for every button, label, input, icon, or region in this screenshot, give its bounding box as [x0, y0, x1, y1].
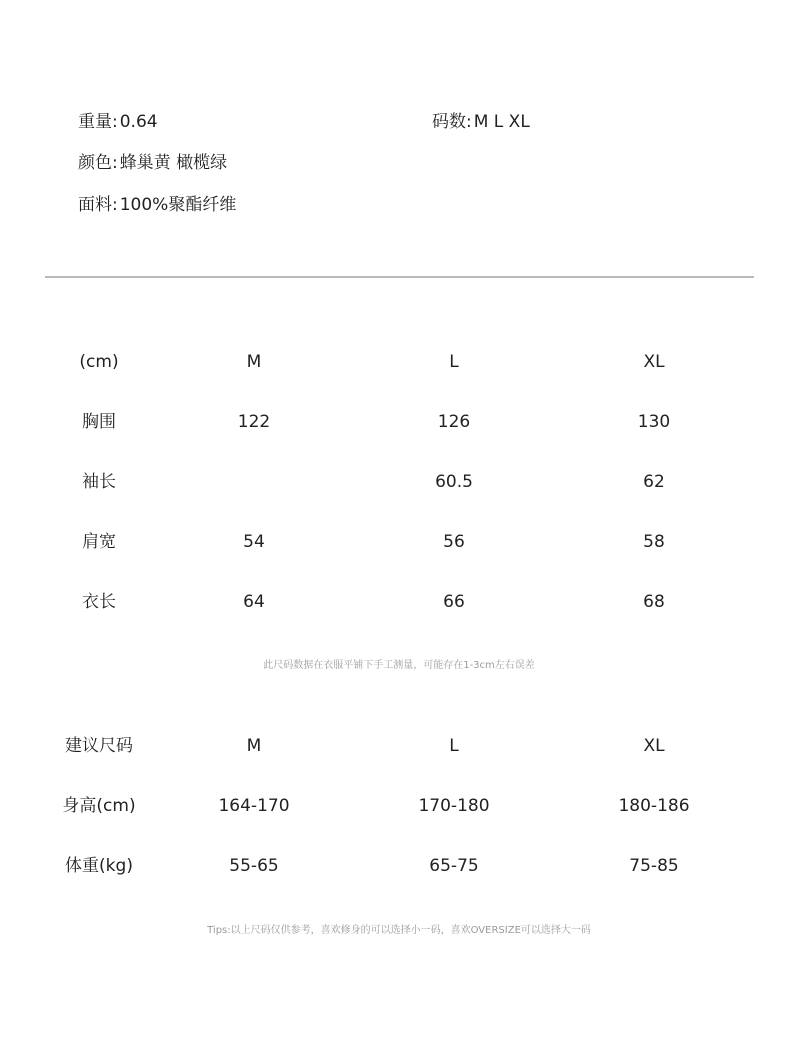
row-label-sleeve: 袖长	[82, 472, 116, 492]
size-value: M L XL	[473, 112, 530, 132]
recommend-header-xl: XL	[643, 736, 665, 756]
table-cell: 65-75	[429, 856, 479, 876]
fabric-value: 100%聚酯纤维	[119, 195, 237, 215]
tips-note: Tips:以上尺码仅供参考，喜欢修身的可以选择小一码，喜欢OVERSIZE可以选择大一码	[207, 925, 591, 936]
measure-header-unit: (cm)	[79, 352, 119, 372]
color-label: 颜色:	[78, 153, 118, 173]
row-label-length: 衣长	[82, 592, 116, 612]
recommend-header-l: L	[449, 736, 459, 756]
color-value: 蜂巢黄 橄榄绿	[119, 153, 228, 173]
row-label-weight: 体重(kg)	[65, 856, 133, 876]
size-info	[432, 110, 530, 134]
table-cell: 164-170	[218, 796, 290, 816]
table-cell: 54	[243, 532, 265, 552]
measure-header-xl: XL	[643, 352, 665, 372]
color-info	[78, 151, 227, 175]
table-cell: 126	[437, 412, 471, 432]
measure-header-m: M	[246, 352, 262, 372]
measure-note: 此尺码数据在衣服平铺下手工测量，可能存在1-3cm左右误差	[263, 660, 535, 671]
row-label-chest: 胸围	[82, 412, 116, 432]
weight-label: 重量:	[78, 112, 118, 132]
row-label-height: 身高(cm)	[62, 796, 136, 816]
table-cell: 62	[643, 472, 665, 492]
table-cell: 180-186	[618, 796, 690, 816]
section-divider	[45, 276, 754, 278]
weight-value: 0.64	[119, 112, 158, 132]
table-cell: 58	[643, 532, 665, 552]
size-label: 码数:	[432, 112, 472, 132]
table-cell: 64	[243, 592, 265, 612]
table-cell: 75-85	[629, 856, 679, 876]
weight-info	[78, 110, 158, 134]
table-cell: 68	[643, 592, 665, 612]
table-cell: 55-65	[229, 856, 279, 876]
recommend-header-m: M	[246, 736, 262, 756]
table-cell: 66	[443, 592, 465, 612]
table-cell: 130	[637, 412, 671, 432]
row-label-shoulder: 肩宽	[82, 532, 116, 552]
table-cell: 122	[237, 412, 271, 432]
fabric-info	[78, 193, 236, 217]
fabric-label: 面料:	[78, 195, 118, 215]
table-cell: 60.5	[435, 472, 473, 492]
measure-header-l: L	[449, 352, 459, 372]
recommend-header-label: 建议尺码	[65, 736, 133, 756]
table-cell: 170-180	[418, 796, 490, 816]
table-cell: 56	[443, 532, 465, 552]
